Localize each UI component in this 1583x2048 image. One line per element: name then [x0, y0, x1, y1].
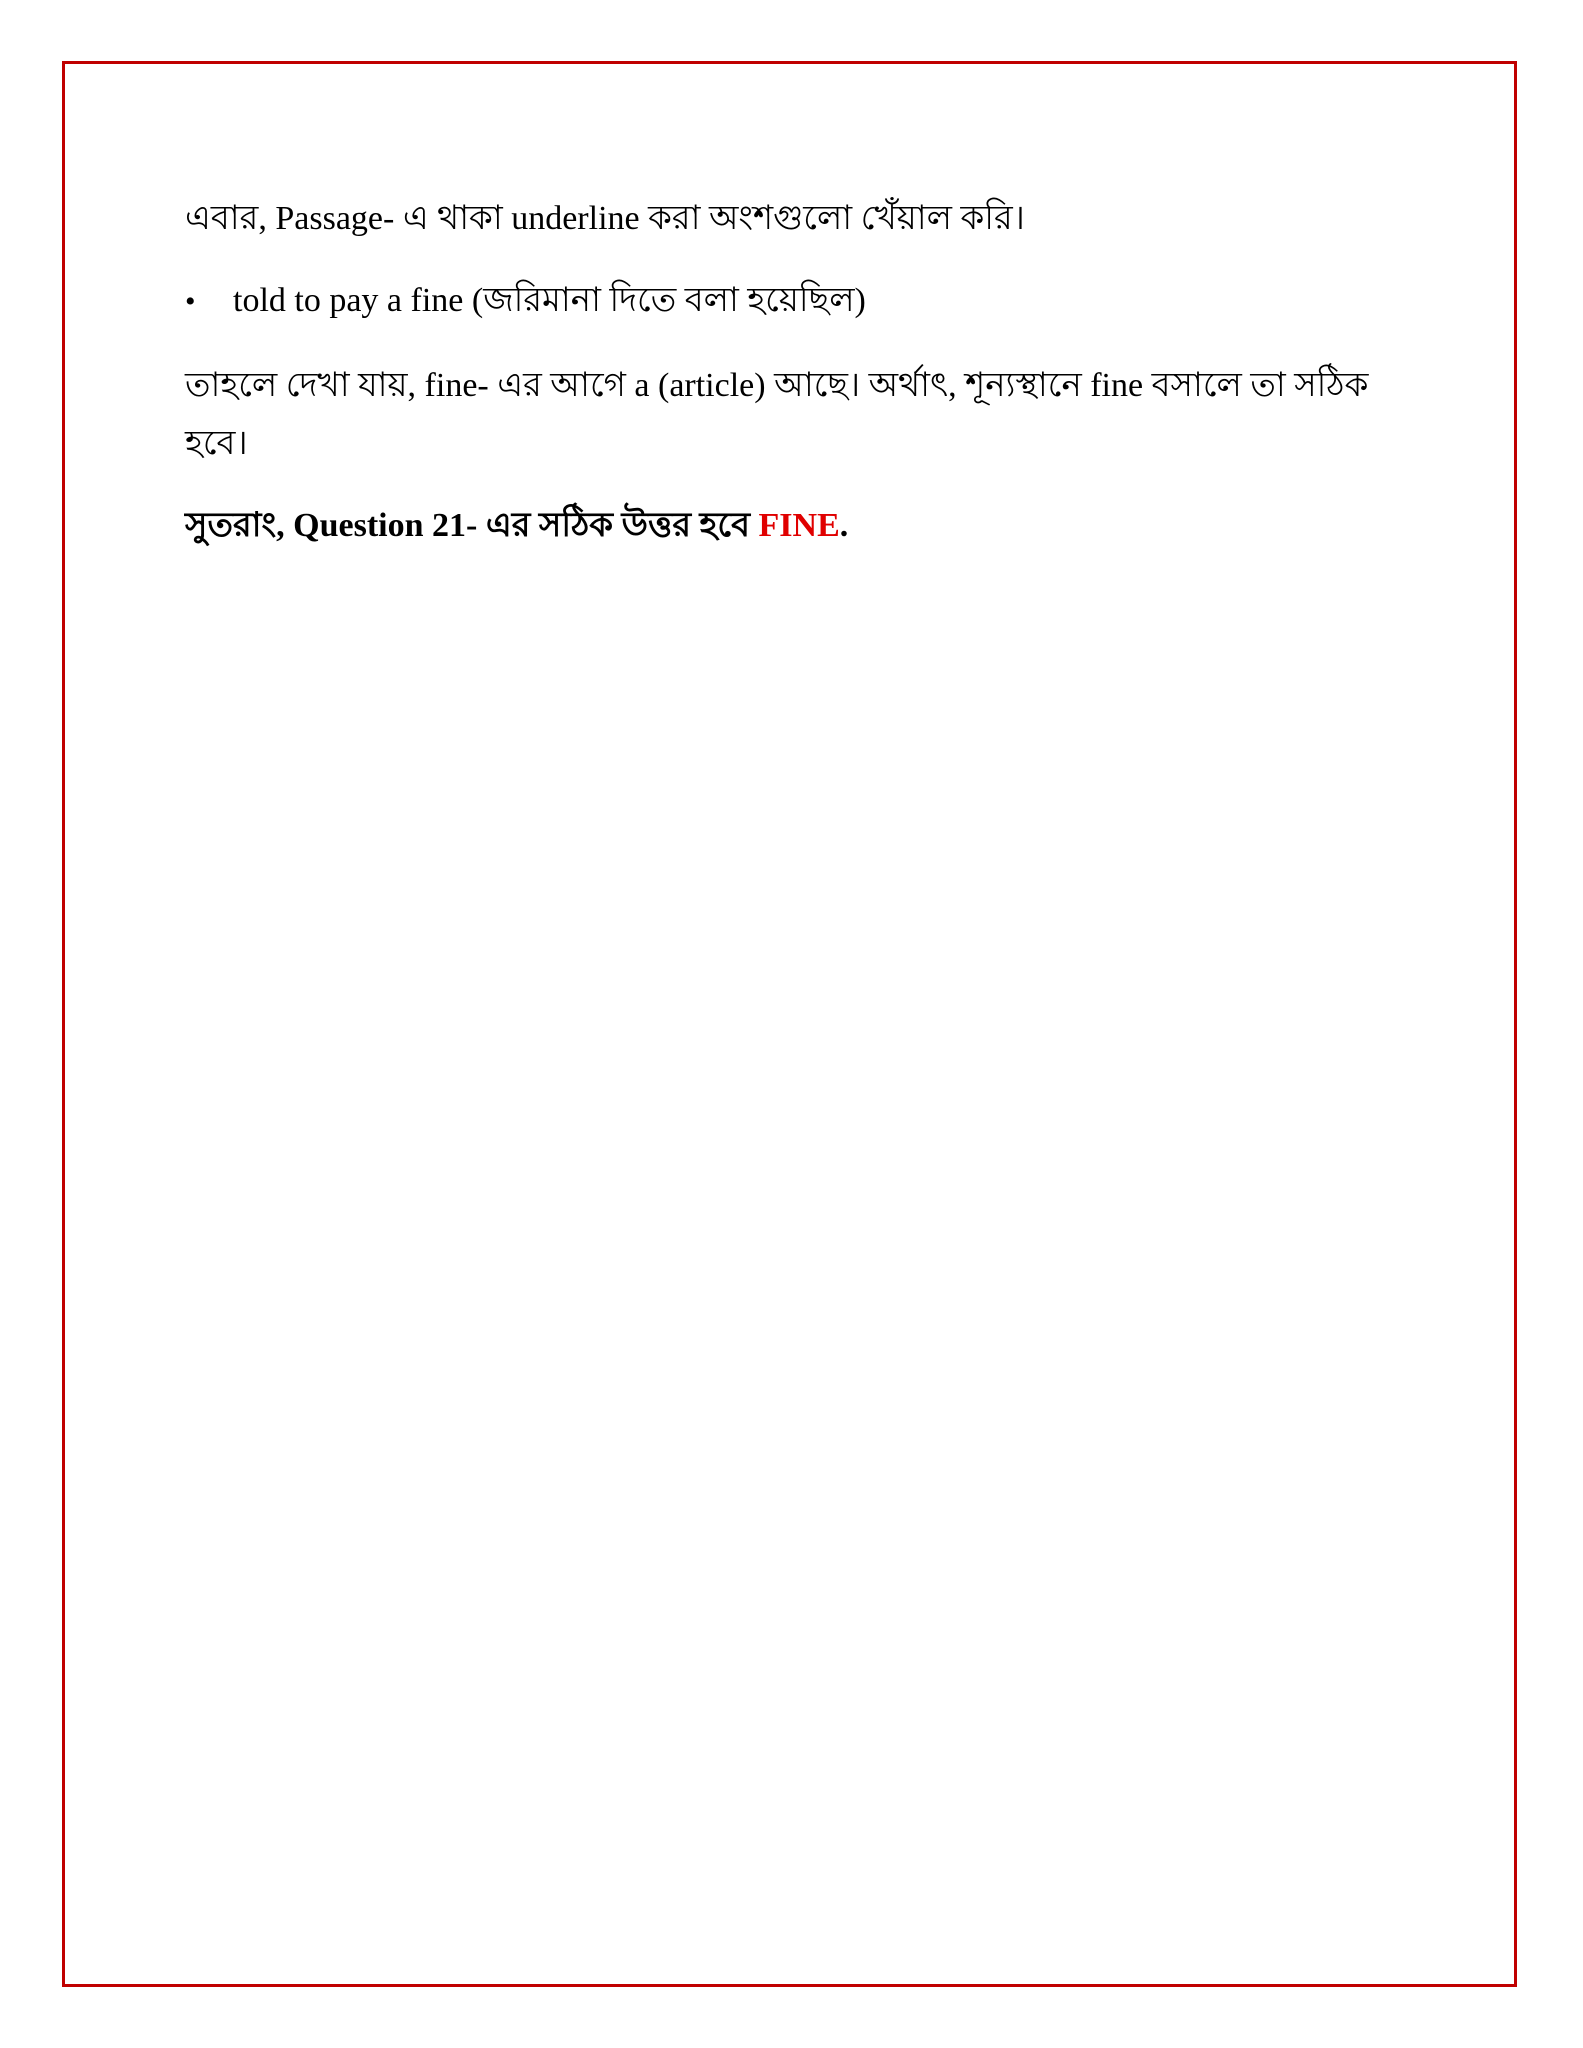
bullet-text: told to pay a fine (জরিমানা দিতে বলা হয়েছিল) [233, 282, 866, 319]
bullet-icon: • [185, 285, 196, 318]
conclusion-suffix: . [839, 507, 849, 544]
explanation-line-1: তাহলে দেখা যায়, fine- এর আগে a (article) আছে। অর্থাৎ, শূন্যস্থানে fine বসালে তা সঠিক [185, 367, 1369, 404]
intro-paragraph: এবার, Passage- এ থাকা underline করা অংশগুলো খেঁয়াল করি। [185, 200, 1025, 237]
explanation-line-2: হবে। [185, 425, 248, 462]
conclusion-prefix: সুতরাং, Question 21- এর সঠিক উত্তর হবে [185, 507, 759, 544]
list-item [185, 272, 1385, 331]
answer-text: FINE [758, 507, 840, 544]
conclusion-paragraph [185, 497, 1385, 555]
document-body [185, 190, 1385, 579]
explanation-paragraph [185, 357, 1385, 473]
